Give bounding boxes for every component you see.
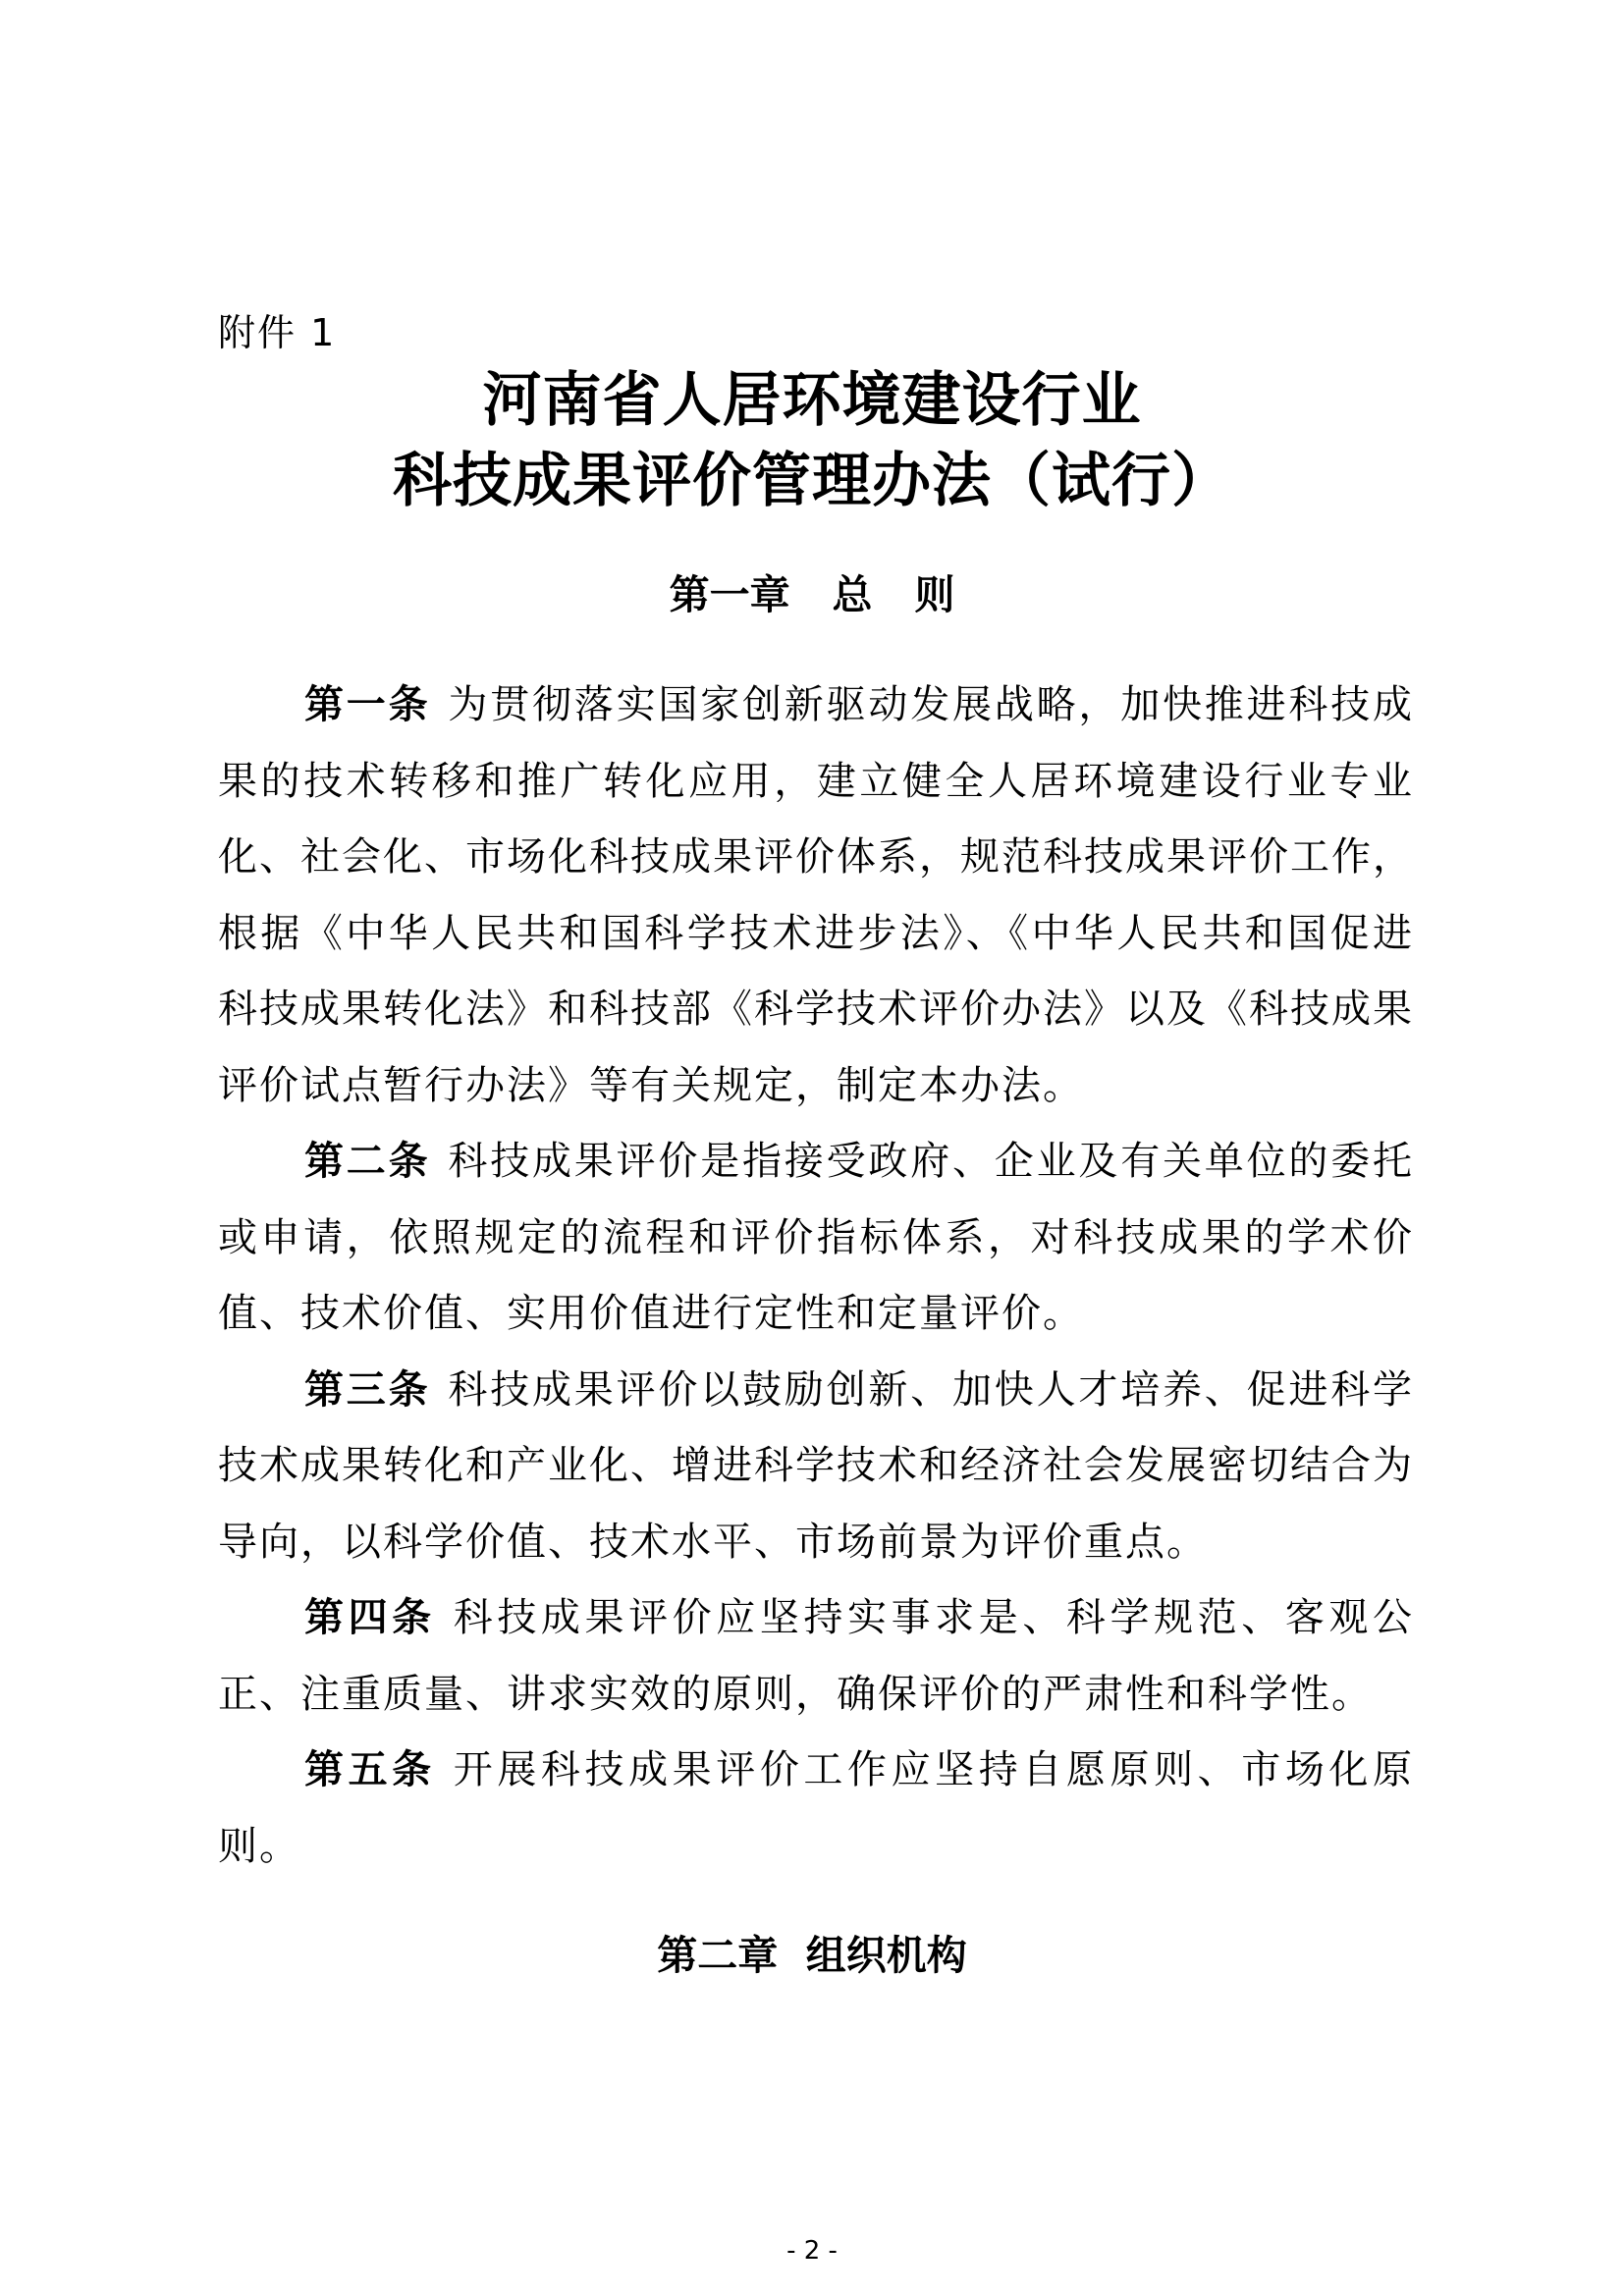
chapter-heading-1: 第一章 总 则: [669, 571, 955, 618]
article-5-label: 第五条: [304, 1747, 436, 1792]
attachment-label: 附件 1: [218, 311, 337, 354]
article-4-label: 第四条: [304, 1595, 436, 1640]
article-3-label: 第三条: [304, 1366, 431, 1413]
chapter-heading-2: 第二章 组织机构: [657, 1932, 967, 1979]
article-5: [218, 1733, 1414, 1885]
article-3-text: 科技成果评价以鼓励创新、加快人才培养、促进科学技术成果转化和产业化、增进科学技术和经济社会发展密切结合为导向，以科学价值、技术水平、市场前景为评价重点。: [218, 1366, 1415, 1565]
article-5-text: 开展科技成果评价工作应坚持自愿原则、市场化原则。: [218, 1747, 1414, 1869]
article-3: [218, 1353, 1414, 1581]
document-title-line-1: 河南省人居环境建设行业: [482, 366, 1142, 435]
article-2-label: 第二条: [304, 1139, 431, 1184]
article-2-text: 科技成果评价是指接受政府、企业及有关单位的委托或申请，依照规定的流程和评价指标体系，对科技成果的学术价值、技术价值、实用价值进行定性和定量评价。: [218, 1139, 1415, 1336]
article-1: [218, 667, 1414, 1124]
article-2: [218, 1124, 1414, 1353]
chapter-1-body: [218, 667, 1414, 1885]
article-1-label: 第一条: [304, 682, 431, 727]
article-1-text: 为贯彻落实国家创新驱动发展战略，加快推进科技成果的技术转移和推广转化应用，建立健全人居环境建设行业专业化、社会化、市场化科技成果评价体系，规范科技成果评价工作，根据《中华人民共和国科学技术进步法》、《中华人民共和国促进科技成果转化法》和科技部《科学技术评价办法》以及《科技成果评价试点暂行办法》等有关规定，制定本办法。: [218, 682, 1415, 1108]
page-number: - 2 -: [786, 2236, 838, 2266]
document-title-line-2: 科技成果评价管理办法（试行）: [393, 447, 1231, 515]
article-4-text: 科技成果评价应坚持实事求是、科学规范、客观公正、注重质量、讲求实效的原则，确保评价的严肃性和科学性。: [218, 1595, 1414, 1717]
article-4: [218, 1580, 1414, 1733]
